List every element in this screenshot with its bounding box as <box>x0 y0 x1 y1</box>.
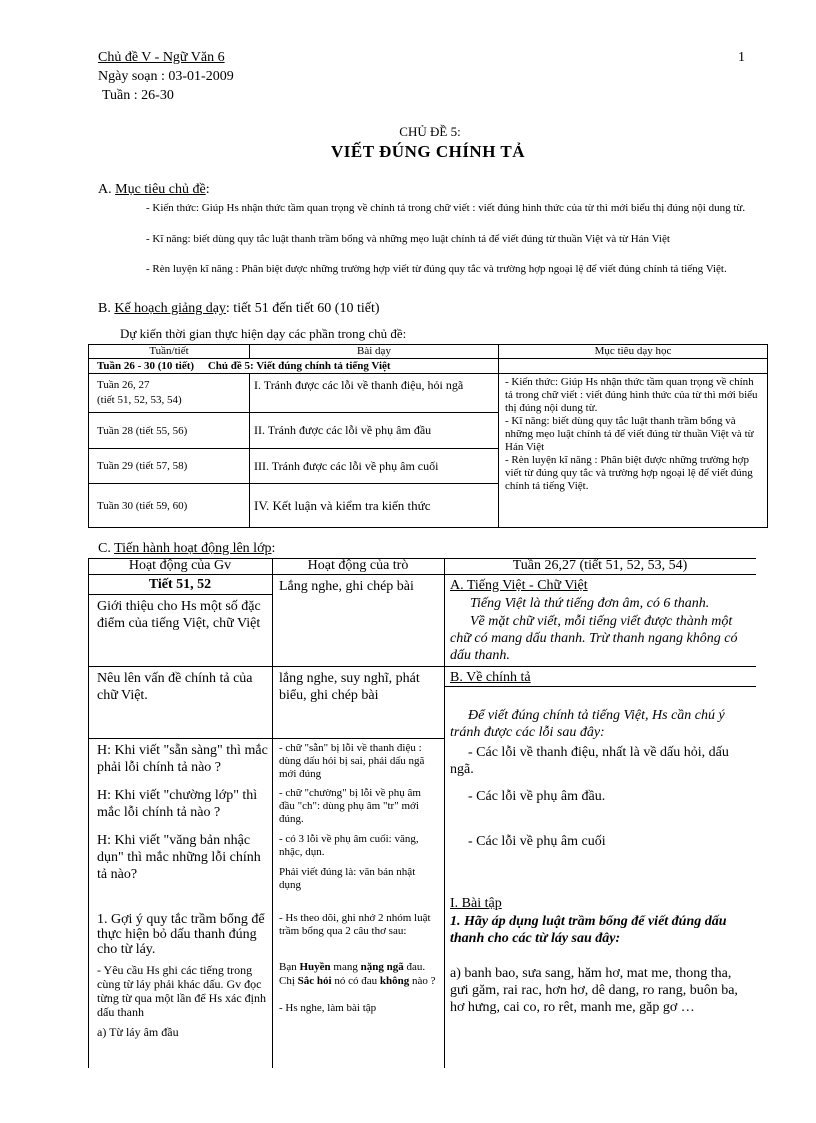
header-prep-date: Ngày soạn : 03-01-2009 <box>98 69 234 84</box>
section-a-item-2: - Kĩ năng: biết dùng quy tắc luật thanh trầm bổng và những mẹo luật chính tả để viết đúng từ thuần Việt và từ Hán Việt <box>146 233 670 245</box>
plan-summary-row <box>89 359 499 374</box>
header-weeks: Tuần : 26-30 <box>102 88 174 103</box>
section-a-heading <box>98 182 210 198</box>
student-exercise-2: - Hs nghe, làm bài tập <box>279 1002 377 1014</box>
section-b-heading <box>98 301 380 317</box>
section-a-item-3: - Rèn luyện kĩ năng : Phân biệt được những trường hợp viết từ đúng quy tắc và trường hợp ngoại lệ để viết đúng chính tả tiếng Việt. <box>146 263 727 275</box>
grid-line-row2 <box>88 738 444 739</box>
section-c-title: Tiến hành hoạt động lên lớp <box>114 541 272 556</box>
plan-row-3-lesson: III. Tránh được các lỗi về phụ âm cuối <box>250 449 499 484</box>
content-a-heading: A. Tiếng Việt - Chữ Việt <box>450 578 588 593</box>
gv-exercise-a: a) Từ láy âm đầu <box>97 1025 179 1039</box>
content-exercise-task: 1. Hãy áp dụng luật trầm bổng để viết đúng dấu thanh cho các từ láy sau đây: <box>450 914 727 946</box>
header-topic-line: Chủ đề V - Ngữ Văn 6 <box>98 50 225 65</box>
plan-header-lesson: Bài dạy <box>250 345 499 359</box>
plan-header-objective: Mục tiêu dạy học <box>499 345 768 359</box>
plan-row-2-week: Tuần 28 (tiết 55, 56) <box>89 413 250 449</box>
section-a-letter: A. <box>98 182 112 197</box>
content-b-intro: Để viết đúng chính tả tiếng Việt, Hs cần chú ý tránh được các lỗi sau đây: <box>450 708 725 740</box>
section-b-subheading: Dự kiến thời gian thực hiện dạy các phần trong chủ đề: <box>120 326 407 341</box>
page-number: 1 <box>738 50 745 65</box>
activity-header-student: Hoạt động của trò <box>307 558 409 573</box>
student-answer-1: - chữ "sẵn" bị lỗi về thanh điệu : dùng dấu hỏi bị sai, phải dấu ngã mới đúng <box>279 742 425 780</box>
gv-question-1: H: Khi viết "sẵn sàng" thì mắc phải lỗi chính tả nào ? <box>97 743 268 775</box>
section-c-colon: : <box>271 541 276 556</box>
plan-row-1-week: Tuần 26, 27 (tiết 51, 52, 53, 54) <box>89 374 250 413</box>
student-answer-3: - có 3 lỗi về phụ âm cuối: văng, nhậc, dụn. <box>279 833 419 858</box>
page-title: VIẾT ĐÚNG CHÍNH TẢ <box>331 142 525 161</box>
grid-line-gv-sub <box>88 594 272 595</box>
content-a-p1: Tiếng Việt là thứ tiếng đơn âm, có 6 thanh. <box>470 596 710 611</box>
plan-summary-topic: Chủ đề 5: Viết đúng chính tả tiếng Việt <box>207 360 391 372</box>
grid-line-col2 <box>444 558 445 1068</box>
gv-question-3: H: Khi viết "văng bản nhậc dụn" thì mắc những lỗi chính tả nào? <box>97 833 261 882</box>
activity-header-teacher: Hoạt động của Gv <box>128 558 232 573</box>
grid-line-col3-sub <box>444 686 756 687</box>
content-b-error-1: - Các lỗi về thanh điệu, nhất là về dấu hỏi, dấu ngã. <box>450 745 729 777</box>
plan-summary-week: Tuần 26 - 30 (10 tiết) <box>97 360 195 372</box>
plan-row-4-week: Tuần 30 (tiết 59, 60) <box>89 484 250 528</box>
section-a-colon: : <box>205 182 210 197</box>
grid-line-row1 <box>88 666 756 667</box>
section-a-item-1: - Kiến thức: Giúp Hs nhận thức tầm quan trọng về chính tả trong chữ viết : viết đúng hình thức của từ thì mới biểu thị đúng nội dung từ. <box>146 202 746 214</box>
content-a-p2: Về mặt chữ viết, mỗi tiếng viết được thành một chữ có mang dấu thanh. Trừ thanh ngang không có dấu thanh. <box>450 614 738 663</box>
student-listen-1: Lắng nghe, ghi chép bài <box>279 579 414 594</box>
student-exercise-poem-1: Bạn Huyền mang nặng ngã đau. <box>279 961 426 973</box>
grid-line-left <box>88 558 89 1068</box>
section-b-letter: B. <box>98 301 111 316</box>
plan-row-3-week: Tuần 29 (tiết 57, 58) <box>89 449 250 484</box>
plan-header-week: Tuần/tiết <box>89 345 250 359</box>
content-exercise-heading: I. Bài tập <box>450 896 502 911</box>
gv-intro-text: Giới thiệu cho Hs một số đặc điểm của tiếng Việt, chữ Việt <box>97 599 261 631</box>
plan-row-2-lesson: II. Tránh được các lỗi về phụ âm đầu <box>250 413 499 449</box>
section-c-heading <box>98 541 275 557</box>
content-exercise-words: a) banh bao, sưa sang, hăm hơ, mat me, thong tha, gưi găm, rai rac, hơn hơ, dê dang, ro rang, buôn ba, hơ hưng, cai co, ro rêt, manh me, găp gơ … <box>450 966 738 1015</box>
gv-issue-text: Nêu lên vấn đề chính tả của chữ Việt. <box>97 671 253 703</box>
gv-exercise-request: - Yêu cầu Hs ghi các tiếng trong cùng từ láy phải khác dấu. Gv đọc từng từ qua một lần để Hs xác định dấu thanh <box>97 963 266 1019</box>
section-b-title: Kế hoạch giảng dạy <box>114 301 226 316</box>
grid-line-col1 <box>272 558 273 1068</box>
lesson-period-title: Tiết 51, 52 <box>148 577 212 592</box>
grid-line-header-bottom <box>88 574 756 575</box>
content-b-error-2: - Các lỗi về phụ âm đầu. <box>468 789 606 804</box>
student-exercise-poem-2: Chị Sắc hỏi nó có đau không nào ? <box>279 975 436 987</box>
student-listen-2: lắng nghe, suy nghĩ, phát biểu, ghi chép bài <box>279 671 420 703</box>
activity-header-content: Tuần 26,27 (tiết 51, 52, 53, 54) <box>512 558 688 573</box>
topic-label: CHỦ ĐỀ 5: <box>399 124 461 139</box>
gv-exercise-guide: 1. Gợi ý quy tắc trầm bổng để thực hiện bỏ dấu thanh đúng cho từ láy. <box>97 912 265 957</box>
student-answer-3b: Phải viết đúng là: văn bản nhật dụng <box>279 866 416 891</box>
section-b-rest: : tiết 51 đến tiết 60 (10 tiết) <box>225 301 380 316</box>
plan-row-1-lesson: I. Tránh được các lỗi về thanh điệu, hỏi ngã <box>250 374 499 413</box>
content-b-error-3: - Các lỗi về phụ âm cuối <box>468 834 606 849</box>
plan-table <box>88 344 768 528</box>
plan-row-4-lesson: IV. Kết luận và kiểm tra kiến thức <box>250 484 499 528</box>
student-exercise-1: - Hs theo dõi, ghi nhớ 2 nhóm luật trầm bổng qua 2 câu thơ sau: <box>279 912 431 937</box>
gv-question-2: H: Khi viết "chường lớp" thì mắc lỗi chính tả nào ? <box>97 788 258 820</box>
content-b-heading: B. Về chính tả <box>450 670 531 685</box>
section-a-title: Mục tiêu chủ đề <box>115 182 206 197</box>
plan-objectives: - Kiến thức: Giúp Hs nhận thức tầm quan trọng về chính tả trong chữ viết : viết đúng hình thức của từ thì mới biểu thị đúng nội dung từ. - Kĩ năng: biết dùng quy tắc luật thanh trầm bổng và những mẹo luật chính tả để viết đúng từ thuần Việt và từ Hán Việt - Rèn luyện kĩ năng : Phân biệt được những trường hợp viết từ đúng quy tắc và trường hợp ngoại lệ để viết đúng chính tả tiếng Việt. <box>499 374 768 528</box>
student-answer-2: - chữ "chường" bị lỗi về phụ âm đầu "ch": dùng phụ âm "tr" mới đúng. <box>279 787 421 825</box>
section-c-letter: C. <box>98 541 111 556</box>
